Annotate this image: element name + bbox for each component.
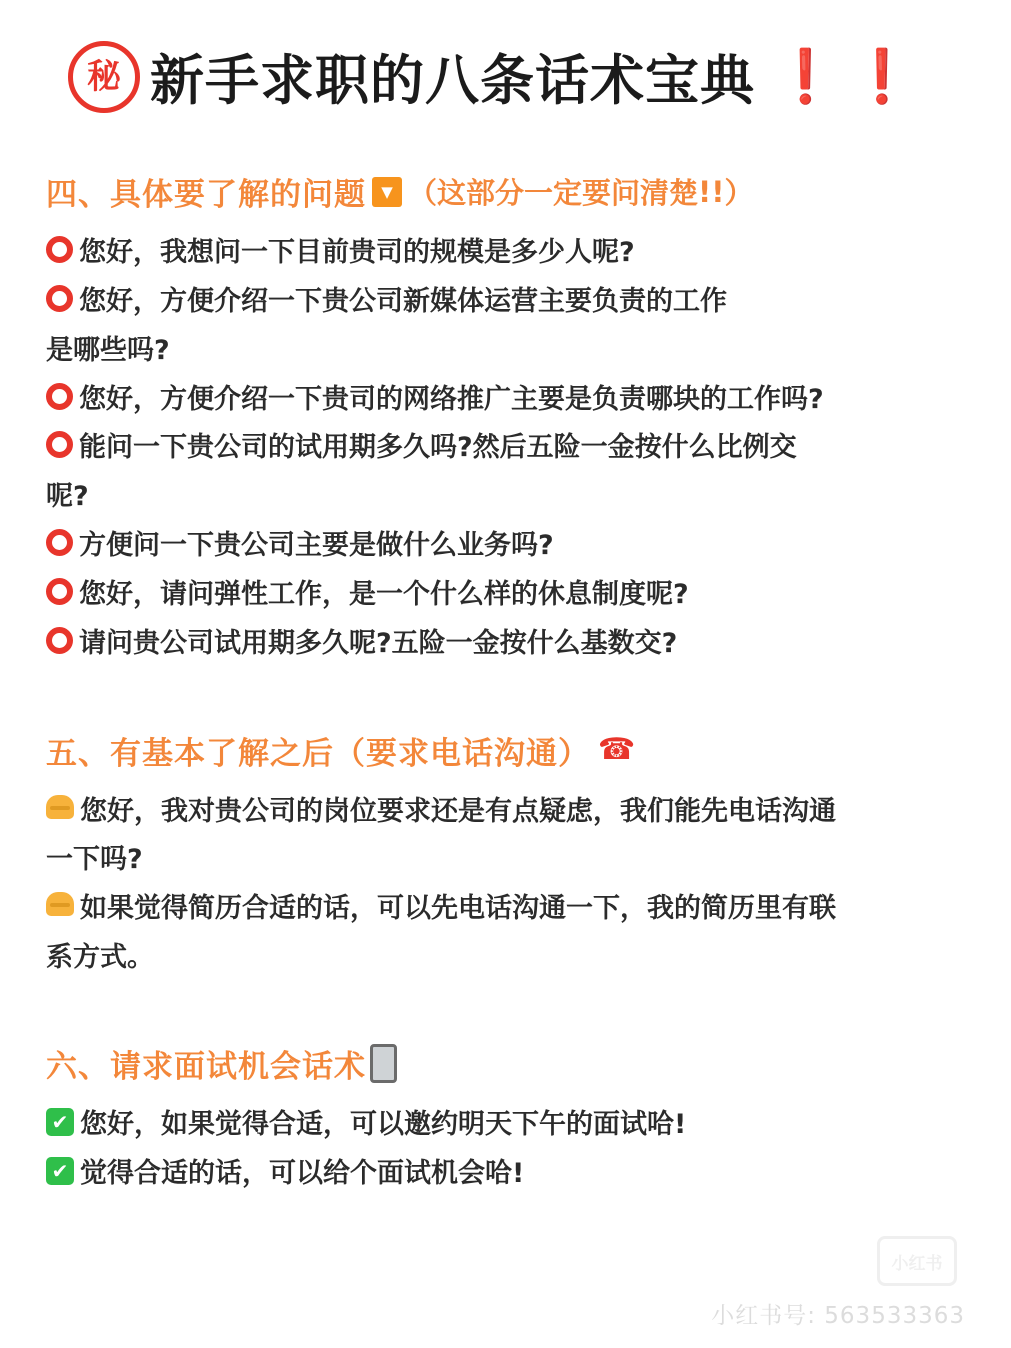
list-item-text: 您好，请问弹性工作，是一个什么样的休息制度呢? — [79, 578, 689, 610]
section-index-6: 六、 — [46, 1048, 110, 1085]
list-item — [46, 1153, 965, 1195]
section-title-5: 有基本了解之后（要求电话沟通） — [110, 735, 590, 772]
green-check-icon: ✔ — [46, 1157, 74, 1185]
section-note-4: （这部分一定要问清楚 — [408, 176, 699, 210]
seal-icon: 秘 — [68, 41, 140, 113]
list-item-continuation: 系方式。 — [46, 942, 154, 974]
list-item-text: 能问一下贵公司的试用期多久吗?然后五险一金按什么比例交 — [79, 432, 797, 464]
red-ring-icon — [46, 236, 73, 263]
section-note-end-4: ） — [724, 176, 754, 210]
section-6-lines — [46, 1104, 965, 1195]
list-item-text: 您好，如果觉得合适，可以邀约明天下午的面试哈! — [80, 1108, 687, 1140]
list-item-text: 请问贵公司试用期多久呢?五险一金按什么基数交? — [79, 627, 678, 659]
page-title-text: 新手求职的八条话术宝典 — [150, 49, 755, 112]
triangle-down-icon: ▼ — [372, 177, 402, 207]
list-item-continuation: 是哪些吗? — [46, 334, 170, 366]
section-5-lines — [46, 791, 965, 979]
red-ring-icon — [46, 529, 73, 556]
list-item-text: 觉得合适的话，可以给个面试机会哈! — [80, 1157, 525, 1189]
list-item — [46, 623, 965, 665]
list-item-text: 您好，方便介绍一下贵公司新媒体运营主要负责的工作 — [79, 285, 727, 317]
red-ring-icon — [46, 383, 73, 410]
section-4-lines — [46, 232, 965, 665]
list-item — [46, 427, 965, 469]
list-item-continuation: 呢? — [46, 481, 89, 513]
list-item-text: 您好，我对贵公司的岗位要求还是有点疑虑，我们能先电话沟通 — [80, 795, 836, 827]
mobile-phone-icon — [370, 1044, 397, 1083]
list-item-text: 您好，方便介绍一下贵司的网络推广主要是负责哪块的工作吗? — [79, 383, 824, 415]
section-note-excl-4: !! — [698, 174, 725, 209]
green-check-icon: ✔ — [46, 1108, 74, 1136]
list-item — [46, 379, 965, 421]
page-title — [68, 38, 965, 115]
telephone-icon: ☎ — [598, 732, 636, 768]
red-ring-icon — [46, 285, 73, 312]
list-item — [46, 574, 965, 616]
handshake-icon — [46, 795, 74, 819]
section-heading-6 — [46, 1041, 965, 1086]
list-item — [46, 525, 965, 567]
section-heading-4 — [46, 169, 965, 214]
section-title-6: 请求面试机会话术 — [110, 1048, 366, 1085]
red-ring-icon — [46, 627, 73, 654]
exclamation-icon: ❗ — [773, 46, 838, 107]
red-ring-icon — [46, 431, 73, 458]
watermark-id: 小红书号: 563533363 — [711, 1303, 965, 1329]
list-item — [46, 888, 965, 930]
list-item-continuation: 一下吗? — [46, 844, 143, 876]
watermark-logo: 小红书 — [877, 1236, 957, 1286]
handshake-icon — [46, 892, 74, 916]
list-item-text: 方便问一下贵公司主要是做什么业务吗? — [79, 530, 554, 562]
section-index-5: 五、 — [46, 735, 110, 772]
list-item — [46, 232, 965, 274]
list-item — [46, 791, 965, 833]
list-item-text: 您好，我想问一下目前贵司的规模是多少人呢? — [79, 237, 635, 268]
section-heading-5 — [46, 728, 965, 773]
title-exclamations — [773, 46, 915, 107]
list-item-text: 如果觉得简历合适的话，可以先电话沟通一下，我的简历里有联 — [80, 893, 836, 925]
section-title-4: 具体要了解的问题 — [110, 177, 366, 213]
list-item — [46, 1104, 965, 1146]
red-ring-icon — [46, 578, 73, 605]
list-item — [46, 281, 965, 323]
section-index-4: 四、 — [46, 177, 110, 213]
exclamation-icon: ❗ — [849, 46, 915, 107]
